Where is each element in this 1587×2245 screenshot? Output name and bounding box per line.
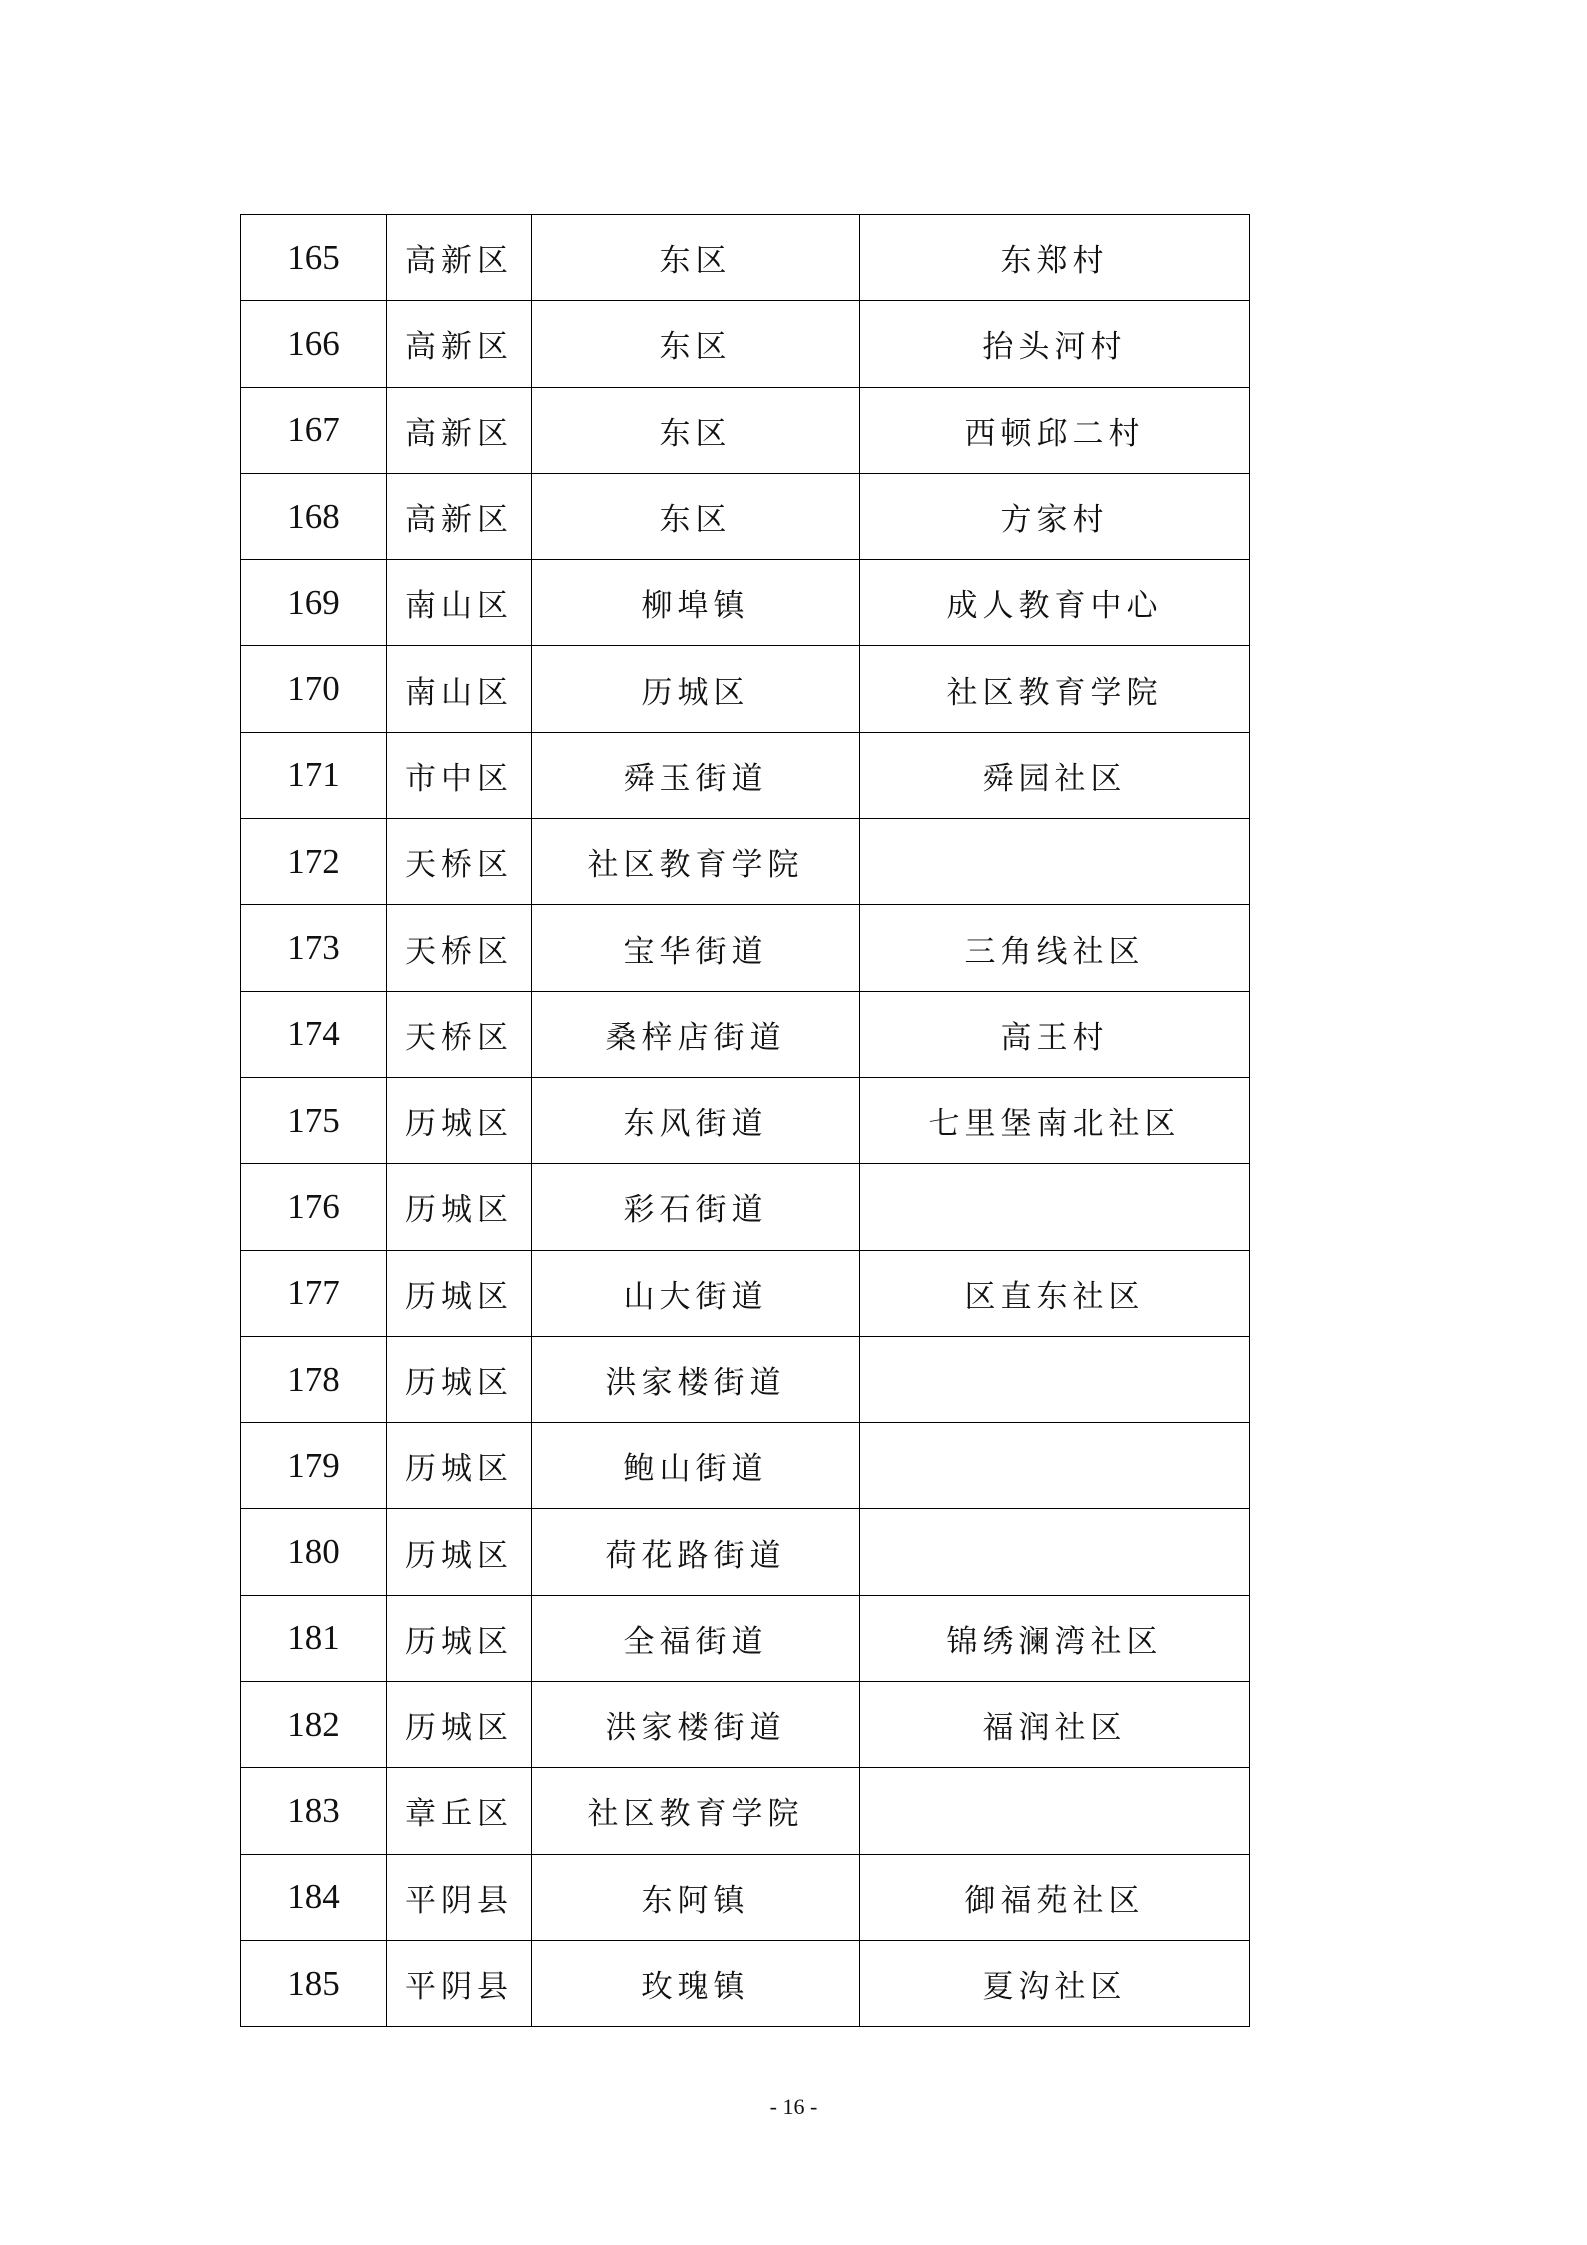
cell-number: 174 [241,991,387,1077]
cell-town: 山大街道 [532,1250,860,1336]
table-row [241,1423,1250,1509]
cell-district: 天桥区 [387,819,532,905]
cell-district: 高新区 [387,387,532,473]
cell-district: 历城区 [387,1077,532,1163]
table-row [241,473,1250,559]
table-row [241,560,1250,646]
cell-town: 鲍山街道 [532,1423,860,1509]
table-row [241,819,1250,905]
cell-number: 165 [241,215,387,301]
cell-town: 玫瑰镇 [532,1940,860,2026]
cell-district: 平阴县 [387,1854,532,1940]
cell-town: 历城区 [532,646,860,732]
page-number: - 16 - [769,2094,818,2119]
cell-town: 东区 [532,215,860,301]
cell-district: 历城区 [387,1423,532,1509]
cell-town: 社区教育学院 [532,1768,860,1854]
cell-town: 桑梓店街道 [532,991,860,1077]
cell-town: 荷花路街道 [532,1509,860,1595]
cell-town: 东风街道 [532,1077,860,1163]
table-row [241,301,1250,387]
cell-district: 高新区 [387,473,532,559]
cell-number: 167 [241,387,387,473]
cell-district: 高新区 [387,301,532,387]
cell-district: 历城区 [387,1682,532,1768]
cell-community [860,1423,1250,1509]
cell-community [860,1164,1250,1250]
cell-district: 市中区 [387,732,532,818]
cell-number: 172 [241,819,387,905]
cell-town: 东区 [532,387,860,473]
cell-town: 彩石街道 [532,1164,860,1250]
cell-town: 洪家楼街道 [532,1336,860,1422]
cell-community [860,1768,1250,1854]
cell-district: 历城区 [387,1595,532,1681]
cell-community: 方家村 [860,473,1250,559]
cell-community: 御福苑社区 [860,1854,1250,1940]
cell-number: 176 [241,1164,387,1250]
cell-town: 舜玉街道 [532,732,860,818]
cell-district: 天桥区 [387,905,532,991]
cell-community: 社区教育学院 [860,646,1250,732]
cell-district: 历城区 [387,1336,532,1422]
cell-number: 177 [241,1250,387,1336]
table-row [241,1854,1250,1940]
table-row [241,991,1250,1077]
cell-community: 东郑村 [860,215,1250,301]
cell-district: 历城区 [387,1164,532,1250]
table-row [241,732,1250,818]
cell-district: 历城区 [387,1250,532,1336]
table-row [241,1940,1250,2026]
table-row [241,905,1250,991]
cell-number: 171 [241,732,387,818]
table-row [241,215,1250,301]
cell-community: 福润社区 [860,1682,1250,1768]
cell-community: 成人教育中心 [860,560,1250,646]
cell-community: 高王村 [860,991,1250,1077]
cell-community: 区直东社区 [860,1250,1250,1336]
cell-number: 178 [241,1336,387,1422]
cell-town: 柳埠镇 [532,560,860,646]
cell-number: 175 [241,1077,387,1163]
table-row [241,1595,1250,1681]
cell-community: 锦绣澜湾社区 [860,1595,1250,1681]
community-list-table [240,214,1250,2027]
cell-number: 185 [241,1940,387,2026]
cell-number: 166 [241,301,387,387]
cell-number: 181 [241,1595,387,1681]
table-row [241,1509,1250,1595]
cell-town: 宝华街道 [532,905,860,991]
cell-number: 184 [241,1854,387,1940]
cell-community: 三角线社区 [860,905,1250,991]
cell-town: 东区 [532,301,860,387]
cell-town: 全福街道 [532,1595,860,1681]
table-row [241,646,1250,732]
table-row [241,387,1250,473]
cell-town: 社区教育学院 [532,819,860,905]
cell-district: 历城区 [387,1509,532,1595]
cell-community [860,819,1250,905]
cell-community: 舜园社区 [860,732,1250,818]
cell-number: 168 [241,473,387,559]
cell-number: 170 [241,646,387,732]
cell-number: 182 [241,1682,387,1768]
table-row [241,1250,1250,1336]
cell-district: 高新区 [387,215,532,301]
table-body [241,215,1250,2027]
cell-community [860,1336,1250,1422]
cell-number: 180 [241,1509,387,1595]
cell-community: 抬头河村 [860,301,1250,387]
cell-district: 南山区 [387,560,532,646]
cell-town: 洪家楼街道 [532,1682,860,1768]
cell-number: 169 [241,560,387,646]
table-row [241,1768,1250,1854]
table-row [241,1682,1250,1768]
cell-district: 天桥区 [387,991,532,1077]
cell-district: 南山区 [387,646,532,732]
cell-town: 东区 [532,473,860,559]
table-row [241,1077,1250,1163]
cell-community: 夏沟社区 [860,1940,1250,2026]
table-row [241,1164,1250,1250]
cell-town: 东阿镇 [532,1854,860,1940]
cell-number: 183 [241,1768,387,1854]
cell-district: 平阴县 [387,1940,532,2026]
cell-number: 179 [241,1423,387,1509]
table-row [241,1336,1250,1422]
cell-community: 西顿邱二村 [860,387,1250,473]
cell-number: 173 [241,905,387,991]
cell-community [860,1509,1250,1595]
cell-district: 章丘区 [387,1768,532,1854]
cell-community: 七里堡南北社区 [860,1077,1250,1163]
